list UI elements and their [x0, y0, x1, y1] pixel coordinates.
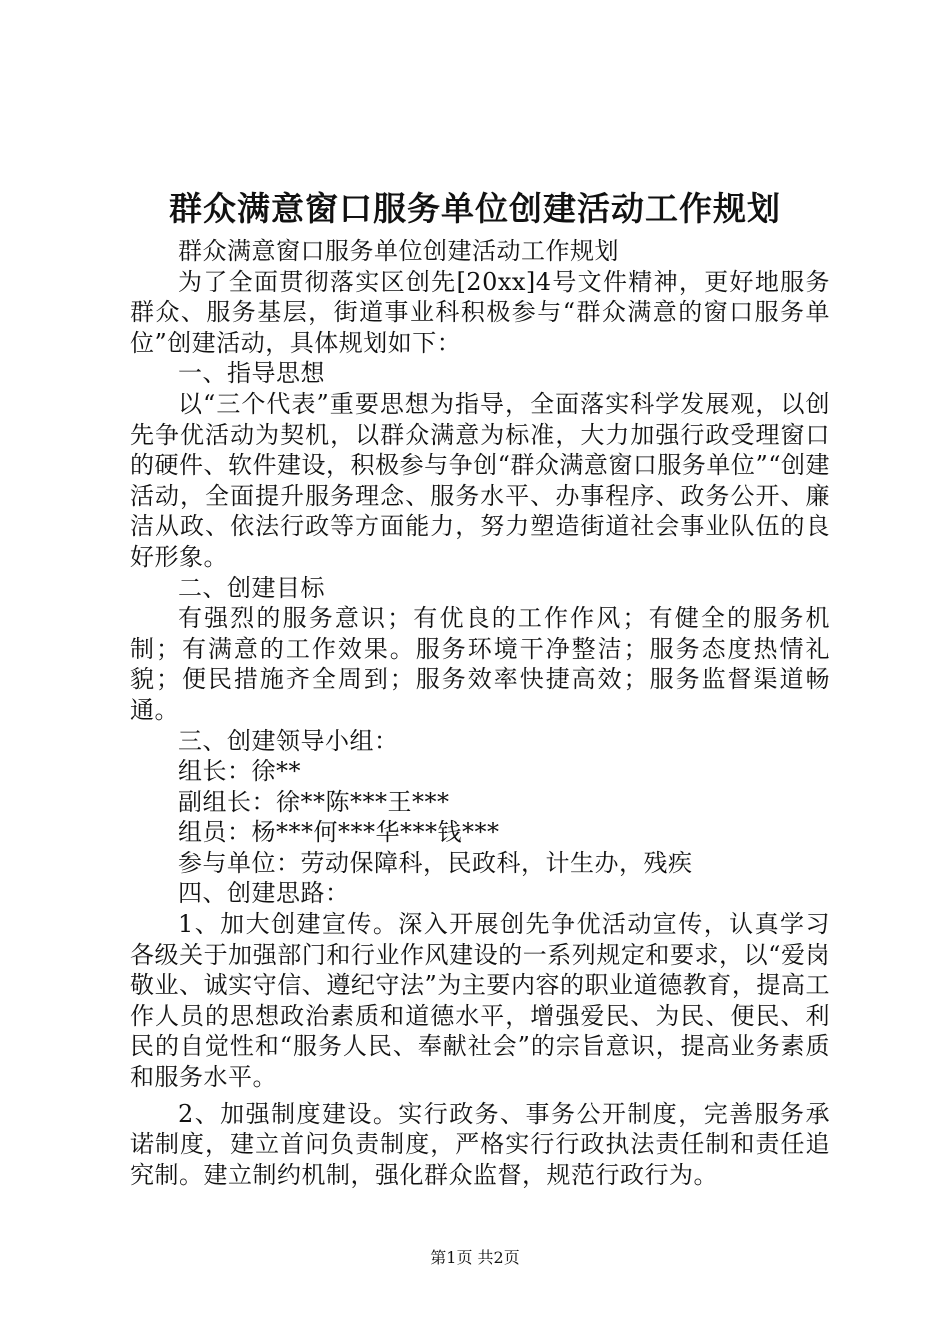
participating-units-line: 参与单位：劳动保障科，民政科，计生办，残疾 [178, 848, 693, 877]
heading-approach: 四、创建思路： [178, 879, 350, 908]
paragraph-approach-1: 1、加大创建宣传。深入开展创先争优活动宣传，认真学习各级关于加强部门和行业作风建设的一系列规定和要求，以“爱岗敬业、诚实守信、遵纪守法”为主要内容的职业道德教育，提高工作人员的思想政治素质和道德水平，增强爱民、为民、便民、利民的自觉性和“服务人民、奉献社会”的宗旨意识，提高业务素质和服务水平。 [130, 910, 830, 1092]
paragraph-subtitle: 群众满意窗口服务单位创建活动工作规划 [178, 237, 619, 265]
heading-goals: 二、创建目标 [178, 573, 325, 602]
leader-line: 组长：徐** [178, 757, 301, 786]
page-footer: 第1页 共2页 [430, 1248, 520, 1267]
members-line: 组员：杨***何***华***钱*** [178, 818, 500, 847]
paragraph-goals: 有强烈的服务意识；有优良的工作作风；有健全的服务机制；有满意的工作效果。服务环境干净整洁；服务态度热情礼貌；便民措施齐全周到；服务效率快捷高效；服务监督渠道畅通。 [130, 604, 830, 724]
heading-guiding-thought: 一、指导思想 [178, 359, 325, 388]
paragraph-guiding-thought: 以“三个代表”重要思想为指导，全面落实科学发展观，以创先争优活动为契机，以群众满意为标准，大力加强行政受理窗口的硬件、软件建设，积极参与争创“群众满意窗口服务单位”“创建活动，全面提升服务理念、服务水平、办事程序、政务公开、廉洁从政、依法行政等方面能力，努力塑造街道社会事业队伍的良好形象。 [130, 389, 830, 571]
document-body [130, 236, 830, 1190]
deputy-leader-line: 副组长：徐**陈***王*** [178, 787, 450, 816]
heading-leadership-group: 三、创建领导小组： [178, 726, 399, 755]
document-title: 群众满意窗口服务单位创建活动工作规划 [169, 189, 781, 228]
paragraph-intro: 为了全面贯彻落实区创先[20xx]4号文件精神，更好地服务群众、服务基层，街道事业科积极参与“群众满意的窗口服务单位”创建活动，具体规划如下： [130, 267, 830, 357]
paragraph-approach-2: 2、加强制度建设。实行政务、事务公开制度，完善服务承诺制度，建立首问负责制度，严格实行行政执法责任制和责任追究制。建立制约机制，强化群众监督，规范行政行为。 [130, 1099, 830, 1189]
